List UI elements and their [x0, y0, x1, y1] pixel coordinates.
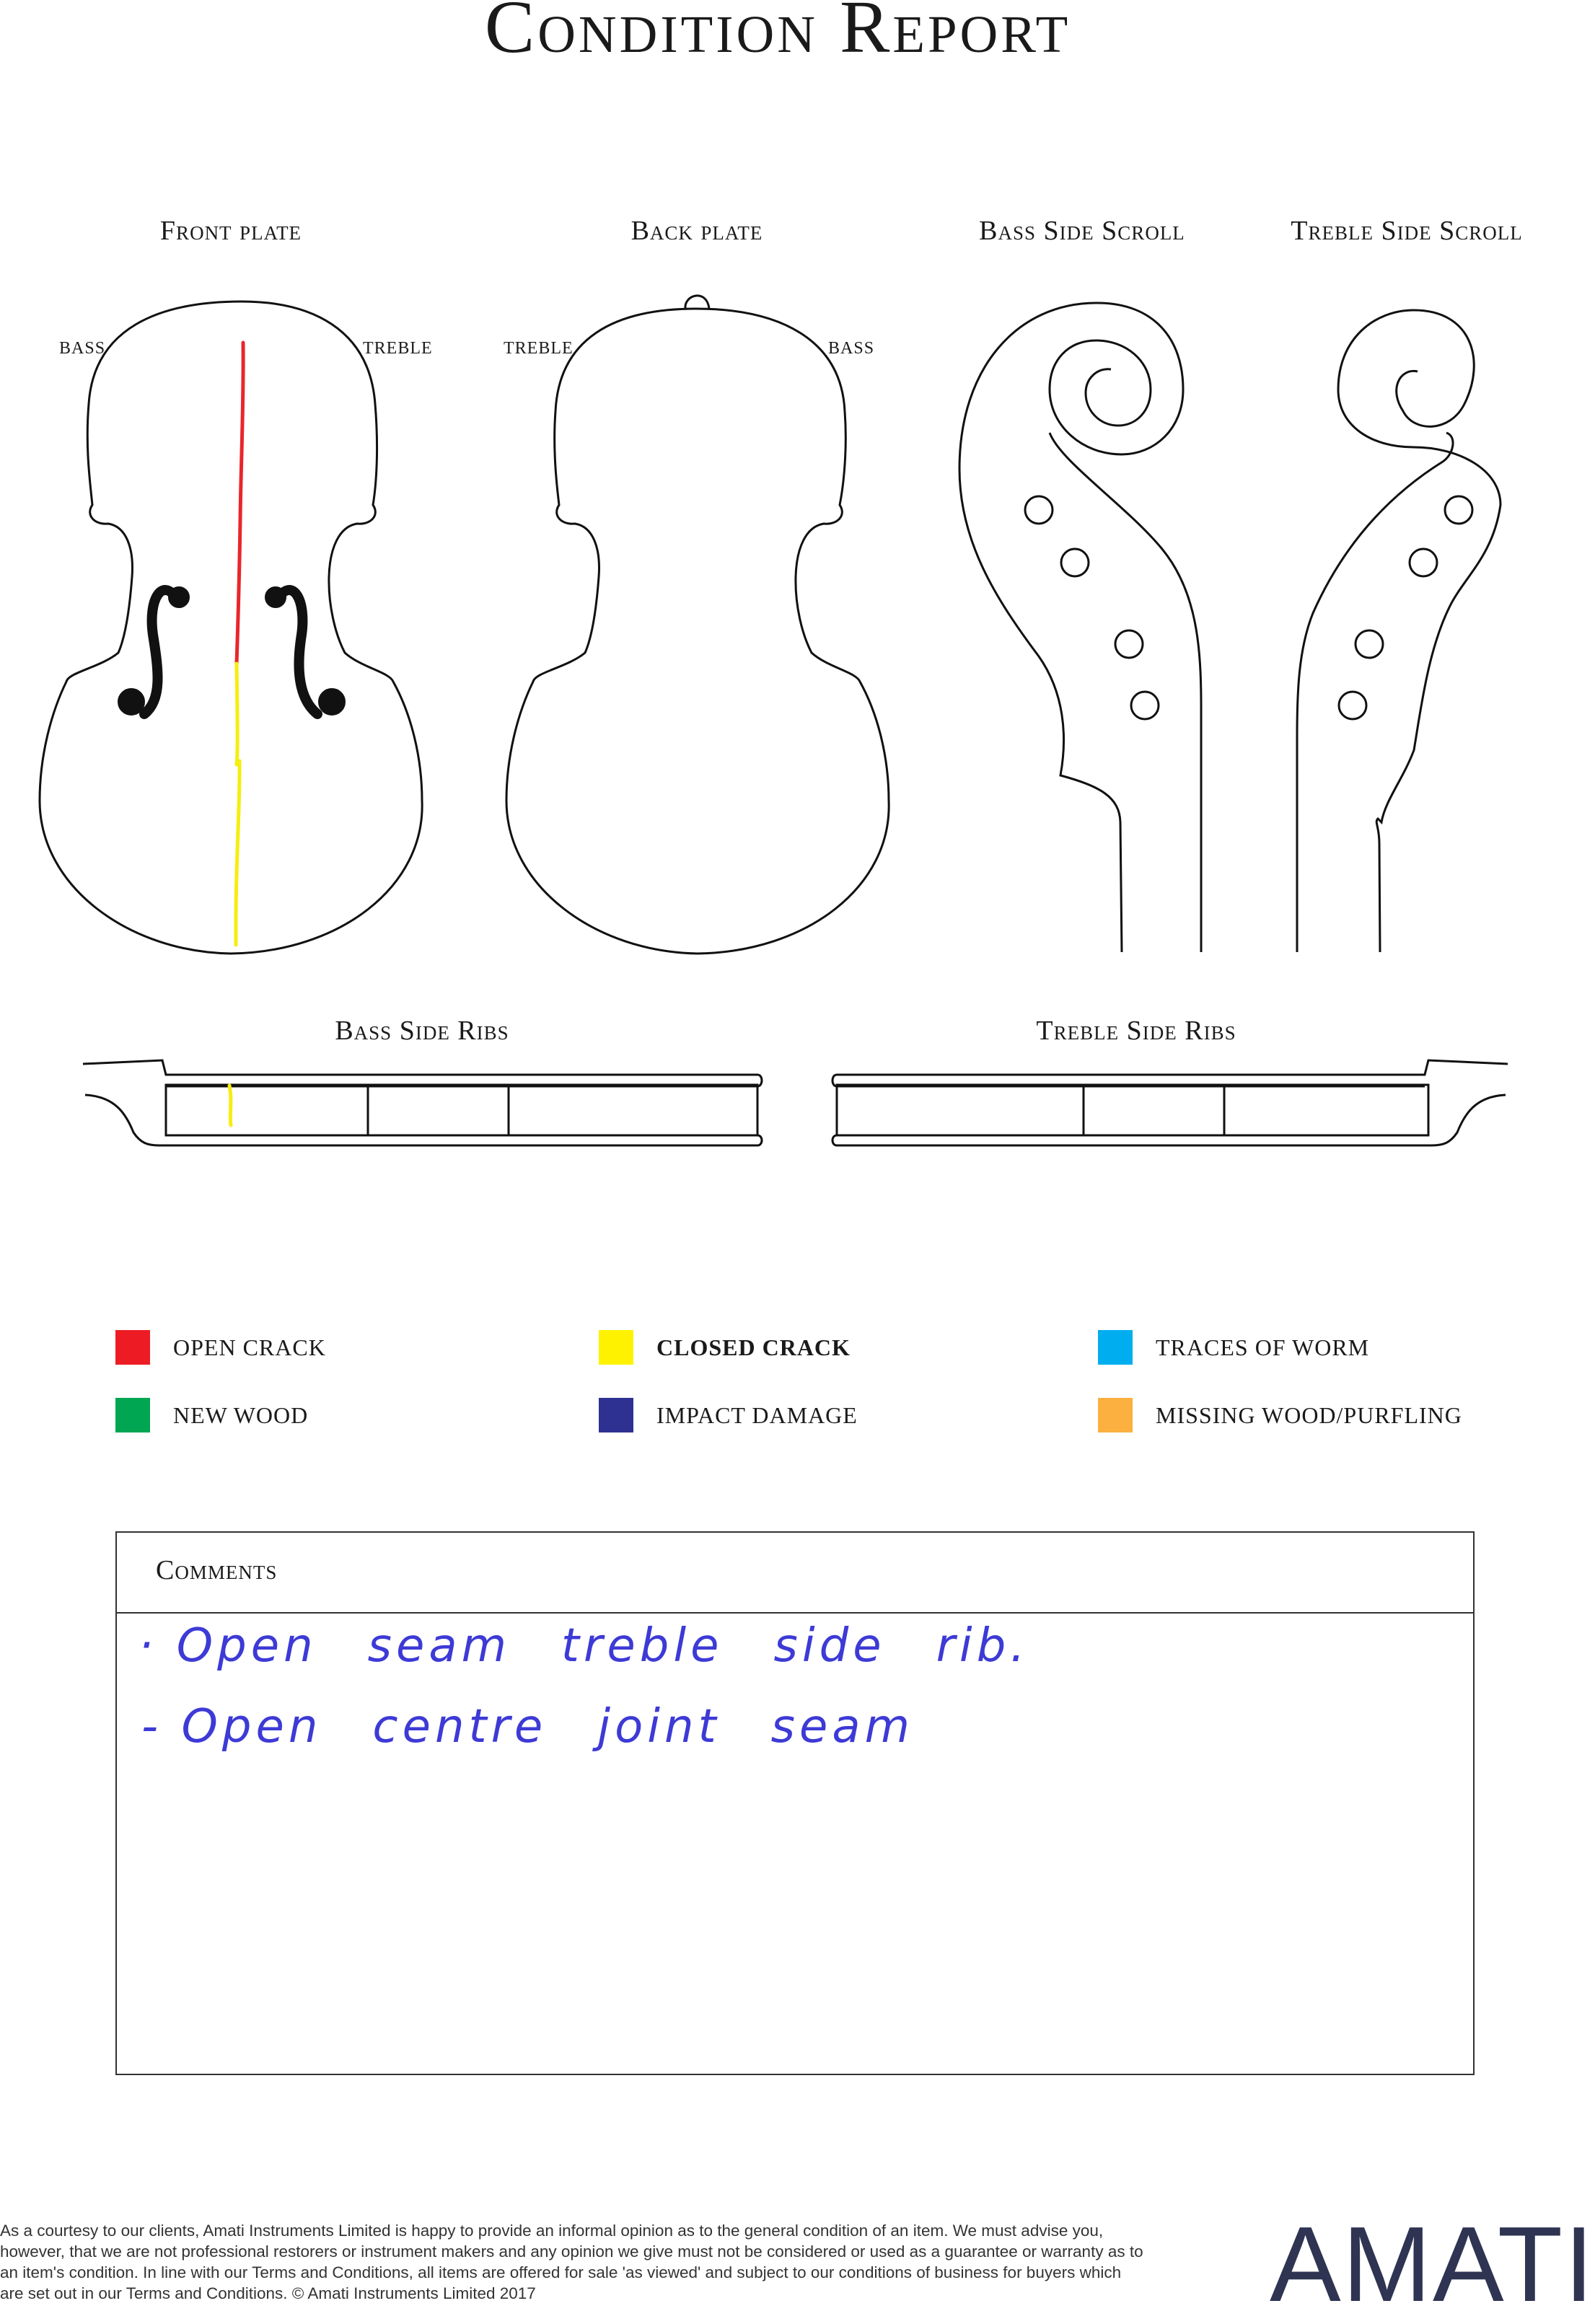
legend-item [599, 1329, 851, 1365]
bass-f-hole-eye [170, 589, 188, 606]
legend-label: NEW WOOD [173, 1401, 309, 1428]
legend-label: OPEN CRACK [173, 1334, 326, 1360]
front-plate-outline [40, 301, 422, 954]
treble-f-hole-eye [267, 589, 284, 606]
bass-scroll-peg-hole [1061, 549, 1089, 576]
bass-side-ribs-label: Bass Side Ribs [335, 1016, 509, 1046]
front-plate-label: Front plate [159, 216, 302, 246]
legend-item [599, 1397, 858, 1433]
bass-scroll-outline [959, 303, 1201, 952]
treble-side-scroll-label: Treble Side Scroll [1291, 216, 1523, 246]
legend-item [115, 1329, 326, 1365]
legend-label: IMPACT DAMAGE [656, 1401, 858, 1428]
back-plate-label: Back plate [630, 216, 763, 246]
comment-word: joint [597, 1700, 721, 1753]
treble-side-ribs-diagram [832, 1060, 1508, 1145]
treble-scroll-outline [1297, 310, 1500, 952]
treble-scroll-peg-hole [1445, 496, 1472, 524]
comment-word: Open [176, 1619, 317, 1673]
legend-item [1098, 1397, 1462, 1433]
comment-word: seam [770, 1700, 914, 1753]
page-title: Condition Report [484, 0, 1071, 69]
comments-box [115, 1531, 1475, 2075]
front-plate-bass-label: BASS [59, 339, 106, 358]
comment-line [139, 1619, 1080, 1673]
back-plate-outline [506, 309, 889, 954]
legend-swatch-missing-wood-purfling [1098, 1398, 1133, 1432]
back-plate-button [685, 296, 709, 309]
legend-label: CLOSED CRACK [656, 1334, 851, 1360]
legend-swatch-new-wood [115, 1398, 150, 1432]
treble-side-ribs-label: Treble Side Ribs [1036, 1016, 1236, 1046]
legend-label: TRACES OF WORM [1156, 1334, 1370, 1360]
comment-word: centre [372, 1700, 548, 1753]
comment-word: rib. [936, 1619, 1029, 1673]
comment-line [141, 1700, 965, 1753]
open-crack-marking [237, 343, 243, 664]
bass-side-ribs-diagram [83, 1060, 762, 1145]
legend-swatch-impact-damage [599, 1398, 633, 1432]
front-plate-treble-label: TREBLE [363, 339, 433, 358]
bass-f-hole-eye [120, 690, 143, 713]
closed-crack-marking [236, 664, 240, 945]
treble-scroll-peg-hole [1339, 692, 1366, 719]
bass-side-scroll-label: Bass Side Scroll [979, 216, 1185, 246]
disclaimer-text: As a courtesy to our clients, Amati Instruments Limited is happy to provide an informal opinion as to the general condition of an item. We must advise you, however, that we are not professional restorers or instrument makers and any opinion we give must not be considered or used as a guarantee or warranty as to an item's condition. In line with our Terms and Conditions, all items are offered for sale 'as viewed' and subject to our conditions of business for buyers which are set out in our Terms and Conditions. © Amati Instruments Limited 2017 [0, 2222, 1143, 2302]
comment-bullet: - [141, 1700, 163, 1753]
legend-swatch-open-crack [115, 1330, 150, 1365]
bass-scroll-peg-hole [1131, 692, 1159, 719]
bass-scroll-peg-hole [1115, 630, 1143, 658]
comment-word: treble [561, 1619, 724, 1673]
legend-label: MISSING WOOD/PURFLING [1156, 1401, 1462, 1428]
comment-word: Open [181, 1700, 322, 1753]
back-plate-bass-label: BASS [828, 339, 875, 358]
back-plate-treble-label: TREBLE [504, 339, 574, 358]
legend-swatch-closed-crack [599, 1330, 633, 1365]
comment-word: side [773, 1619, 886, 1673]
bass-scroll-peg-hole [1025, 496, 1053, 524]
treble-f-hole-eye [320, 690, 343, 713]
comment-word: seam [367, 1619, 511, 1673]
comment-bullet: · [139, 1619, 158, 1673]
legend-swatch-traces-of-worm [1098, 1330, 1133, 1365]
comments-header [117, 1533, 1473, 1614]
closed-crack-rib-marking [229, 1086, 231, 1125]
treble-scroll-peg-hole [1355, 630, 1383, 658]
treble-f-hole [278, 590, 317, 714]
comments-label: Comments [156, 1555, 278, 1585]
legend-item [115, 1397, 308, 1433]
legend-item [1098, 1329, 1369, 1365]
treble-scroll-peg-hole [1410, 549, 1437, 576]
bass-f-hole [144, 590, 177, 714]
amati-logo: AMATI [1270, 2205, 1595, 2324]
